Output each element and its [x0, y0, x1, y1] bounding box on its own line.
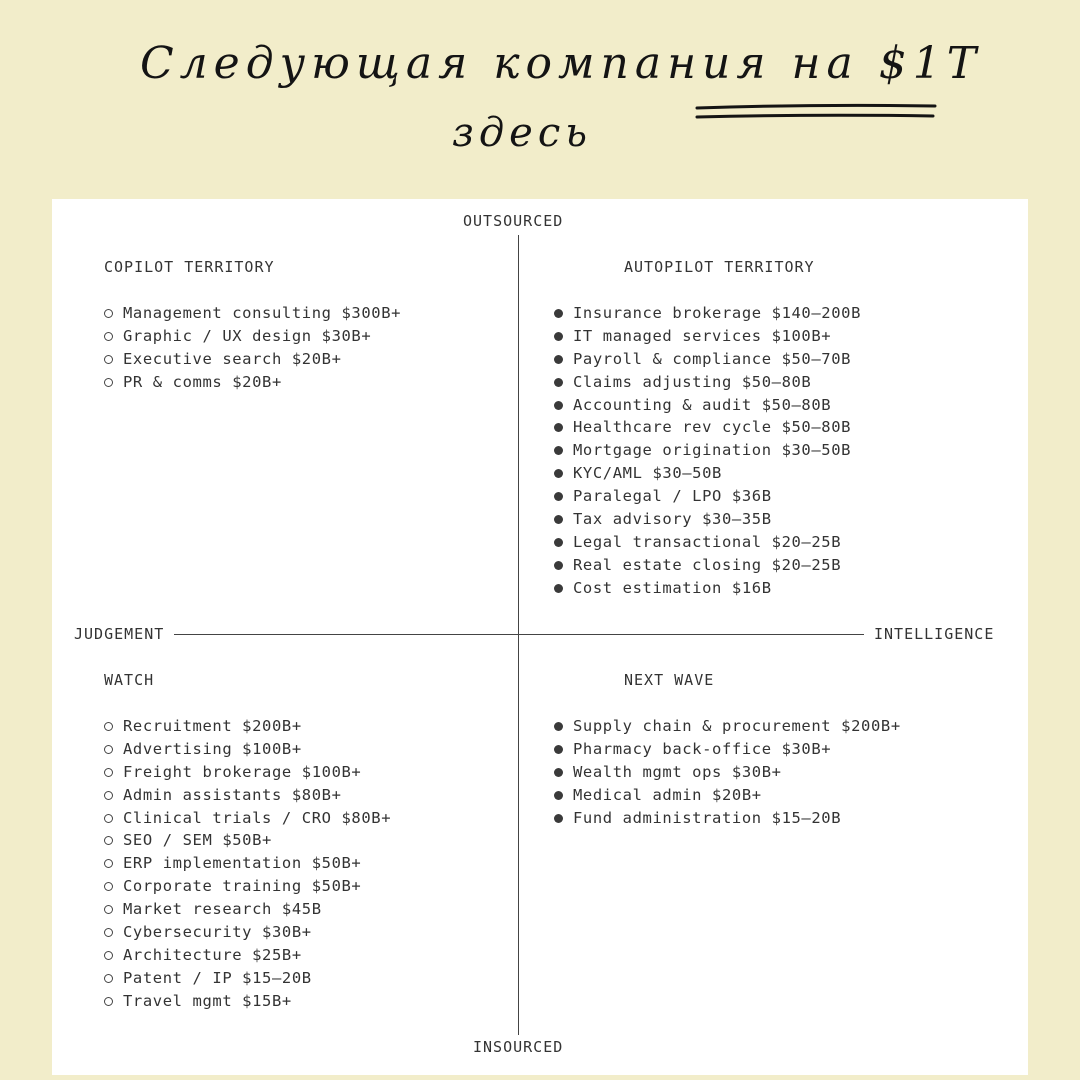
open-circle-icon [104, 768, 113, 777]
list-item: PR & comms $20B+ [104, 371, 401, 394]
list-item: Paralegal / LPO $36B [554, 485, 861, 508]
filled-circle-icon [554, 722, 563, 731]
headline-double-underline [0, 0, 1080, 190]
list-item: IT managed services $100B+ [554, 325, 861, 348]
filled-circle-icon [554, 309, 563, 318]
open-circle-icon [104, 859, 113, 868]
list-item: Corporate training $50B+ [104, 875, 391, 898]
filled-circle-icon [554, 469, 563, 478]
horizontal-axis [174, 634, 864, 635]
list-item: Clinical trials / CRO $80B+ [104, 807, 391, 830]
filled-circle-icon [554, 332, 563, 341]
list-item: Accounting & audit $50–80B [554, 394, 861, 417]
list-item: Market research $45B [104, 898, 391, 921]
filled-circle-icon [554, 423, 563, 432]
open-circle-icon [104, 309, 113, 318]
list-item: Cybersecurity $30B+ [104, 921, 391, 944]
list-item: Fund administration $15–20B [554, 807, 901, 830]
axis-label-left: JUDGEMENT [74, 625, 165, 643]
headline [0, 0, 1080, 190]
list-item: SEO / SEM $50B+ [104, 829, 391, 852]
headline-highlight: на $1T [791, 38, 983, 89]
list-item: Payroll & compliance $50–70B [554, 348, 861, 371]
list-item: Tax advisory $30–35B [554, 508, 861, 531]
quadrant-list-next-wave [554, 715, 901, 829]
list-item: Cost estimation $16B [554, 577, 861, 600]
open-circle-icon [104, 997, 113, 1006]
axis-label-top: OUTSOURCED [463, 212, 564, 230]
open-circle-icon [104, 928, 113, 937]
list-item: Wealth mgmt ops $30B+ [554, 761, 901, 784]
list-item: Executive search $20B+ [104, 348, 401, 371]
list-item: Pharmacy back-office $30B+ [554, 738, 901, 761]
filled-circle-icon [554, 561, 563, 570]
list-item: Graphic / UX design $30B+ [104, 325, 401, 348]
filled-circle-icon [554, 378, 563, 387]
axis-label-bottom: INSOURCED [473, 1038, 564, 1056]
filled-circle-icon [554, 538, 563, 547]
list-item: Mortgage origination $30–50B [554, 439, 861, 462]
list-item: Claims adjusting $50–80B [554, 371, 861, 394]
filled-circle-icon [554, 355, 563, 364]
open-circle-icon [104, 974, 113, 983]
quadrant-diagram [52, 199, 1028, 1075]
axis-label-right: INTELLIGENCE [874, 625, 995, 643]
open-circle-icon [104, 332, 113, 341]
quadrant-title-watch: WATCH [104, 671, 155, 689]
headline-line-2: здесь [452, 110, 593, 156]
vertical-axis [518, 235, 519, 1035]
headline-prefix: Следующая компания [140, 38, 792, 89]
open-circle-icon [104, 882, 113, 891]
open-circle-icon [104, 951, 113, 960]
quadrant-title-copilot: COPILOT TERRITORY [104, 258, 275, 276]
filled-circle-icon [554, 515, 563, 524]
list-item: Admin assistants $80B+ [104, 784, 391, 807]
filled-circle-icon [554, 492, 563, 501]
list-item: Insurance brokerage $140–200B [554, 302, 861, 325]
open-circle-icon [104, 905, 113, 914]
list-item: Healthcare rev cycle $50–80B [554, 416, 861, 439]
filled-circle-icon [554, 768, 563, 777]
list-item: Recruitment $200B+ [104, 715, 391, 738]
list-item: Medical admin $20B+ [554, 784, 901, 807]
open-circle-icon [104, 791, 113, 800]
open-circle-icon [104, 355, 113, 364]
open-circle-icon [104, 814, 113, 823]
quadrant-list-copilot [104, 302, 401, 394]
list-item: Patent / IP $15–20B [104, 967, 391, 990]
quadrant-title-autopilot: AUTOPILOT TERRITORY [624, 258, 815, 276]
list-item: KYC/AML $30–50B [554, 462, 861, 485]
list-item: Architecture $25B+ [104, 944, 391, 967]
filled-circle-icon [554, 814, 563, 823]
quadrant-list-autopilot [554, 302, 861, 600]
list-item: Advertising $100B+ [104, 738, 391, 761]
open-circle-icon [104, 722, 113, 731]
list-item: Legal transactional $20–25B [554, 531, 861, 554]
open-circle-icon [104, 745, 113, 754]
filled-circle-icon [554, 446, 563, 455]
list-item: Supply chain & procurement $200B+ [554, 715, 901, 738]
filled-circle-icon [554, 584, 563, 593]
quadrant-list-watch [104, 715, 391, 1013]
quadrant-title-next-wave: NEXT WAVE [624, 671, 715, 689]
open-circle-icon [104, 378, 113, 387]
filled-circle-icon [554, 401, 563, 410]
list-item: Real estate closing $20–25B [554, 554, 861, 577]
filled-circle-icon [554, 745, 563, 754]
list-item: Management consulting $300B+ [104, 302, 401, 325]
open-circle-icon [104, 836, 113, 845]
list-item: Freight brokerage $100B+ [104, 761, 391, 784]
filled-circle-icon [554, 791, 563, 800]
list-item: Travel mgmt $15B+ [104, 990, 391, 1013]
list-item: ERP implementation $50B+ [104, 852, 391, 875]
